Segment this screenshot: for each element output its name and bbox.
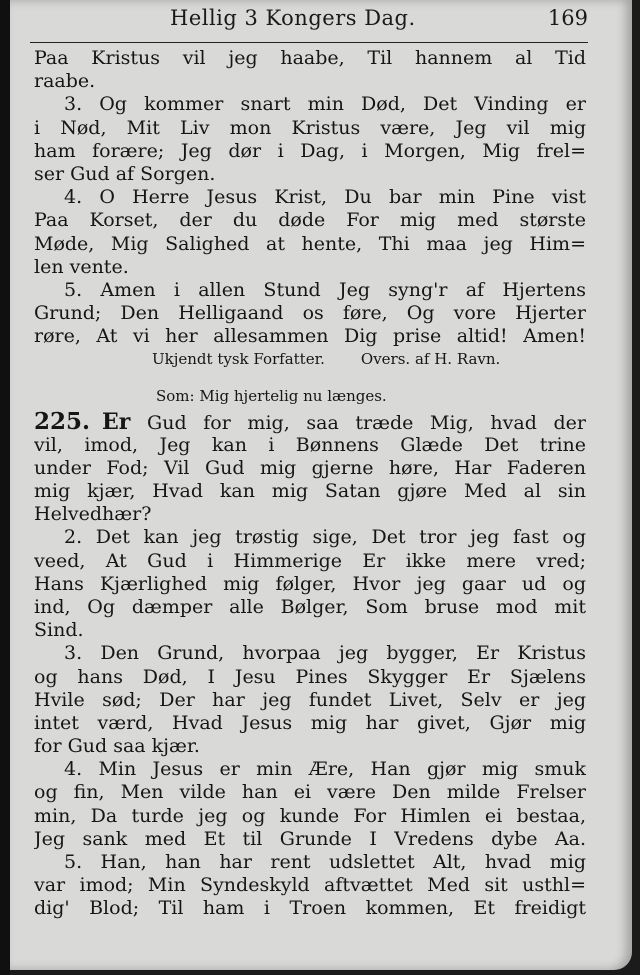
book-gutter <box>0 0 10 975</box>
verse-line: ham forære; Jeg dør i Dag, i Morgen, Mig frel= <box>34 139 586 162</box>
hymn-number: 225. <box>34 410 91 434</box>
verse-line: raabe. <box>34 70 96 93</box>
verse-line: 4. O Herre Jesus Krist, Du bar min Pine vist <box>64 186 586 209</box>
hymn-line: Jeg sank med Et til Grunde I Vredens dybe Aa. <box>34 827 586 850</box>
hymn-first-line-text: Gud for mig, saa træde Mig, hvad der <box>147 412 586 434</box>
verse-line: Grund; Den Helligaand os føre, Og vore Hjerter <box>34 302 586 325</box>
hymn-line: og fin, Men vilde han ei være Den milde Frelser <box>34 781 586 804</box>
hymn-line: Helvedhær? <box>34 503 152 526</box>
hymn-line: dig' Blod; Til ham i Troen kommen, Et freidigt <box>34 897 586 920</box>
book-page <box>10 0 632 970</box>
running-header <box>30 6 588 36</box>
hymn-line: Hans Kjærlighed mig følger, Hvor jeg gaar ud og <box>34 572 586 595</box>
translator-credit: Overs. af H. Ravn. <box>360 350 501 369</box>
page-body <box>34 47 586 921</box>
hymn-line: 5. Han, han har rent udslettet Alt, hvad mig <box>64 851 586 873</box>
hymn-line: 4. Min Jesus er min Ære, Han gjør mig smuk <box>64 758 586 781</box>
hymn-first-word: Er <box>102 410 131 434</box>
hymn-line: og hans Død, I Jesu Pines Skygger Er Sjælens <box>34 665 586 688</box>
verse-line: ser Gud af Sorgen. <box>34 162 216 185</box>
author-credit: Ukjendt tysk Forfatter. <box>152 350 325 369</box>
hymn-line: veed, At Gud i Himmerige Er ikke mere vred; <box>34 549 586 572</box>
page-number: 169 <box>547 6 588 30</box>
verse-line: Paa Korset, der du døde For mig med største <box>34 209 586 232</box>
verse-line: 5. Amen i allen Stund Jeg syng'r af Hjertens <box>64 278 586 301</box>
hymn-line: vil, imod, Jeg kan i Bønnens Glæde Det trine <box>34 433 586 456</box>
verse-line: Paa Kristus vil jeg haabe, Til hannem al Tid <box>34 47 586 69</box>
hymn-line: under Fod; Vil Gud mig gjerne høre, Har Faderen <box>34 456 586 479</box>
hymn-line: 2. Det kan jeg trøstig sige, Det tror jeg fast og <box>64 526 586 549</box>
hymn-line: ind, Og dæmper alle Bølger, Som bruse mod mit <box>34 595 586 618</box>
hymn-line: intet værd, Hvad Jesus mig har givet, Gjør mig <box>34 711 586 734</box>
hymn-line: Hvile sød; Der har jeg fundet Livet, Selv er jeg <box>34 688 586 711</box>
hymn-first-line <box>34 410 586 433</box>
hymn-line: for Gud saa kjær. <box>34 735 200 758</box>
verse-line: len vente. <box>34 255 129 278</box>
verse-line: i Nød, Mit Liv mon Kristus være, Jeg vil mig <box>34 116 586 139</box>
verse-line: røre, At vi her allesammen Dig prise altid! Amen! <box>34 325 586 348</box>
hymn-line: var imod; Min Syndeskyld aftvættet Med sit usthl= <box>34 874 586 897</box>
hymn-line: mig kjær, Hvad kan mig Satan gjøre Med al sin <box>34 480 586 502</box>
verse-line: 3. Og kommer snart min Død, Det Vinding er <box>64 93 586 116</box>
running-title: Hellig 3 Kongers Dag. <box>170 6 416 30</box>
header-rule <box>30 42 588 43</box>
attribution <box>34 348 586 370</box>
hymn-line: min, Da turde jeg og kunde For Himlen ei bestaa, <box>34 804 586 827</box>
melody-note: Som: Mig hjertelig nu længes. <box>156 387 387 406</box>
hymn-line: Sind. <box>34 619 84 642</box>
verse-line: Møde, Mig Salighed at hente, Thi maa jeg Him= <box>34 232 586 255</box>
hymn-line: 3. Den Grund, hvorpaa jeg bygger, Er Kristus <box>64 642 586 665</box>
